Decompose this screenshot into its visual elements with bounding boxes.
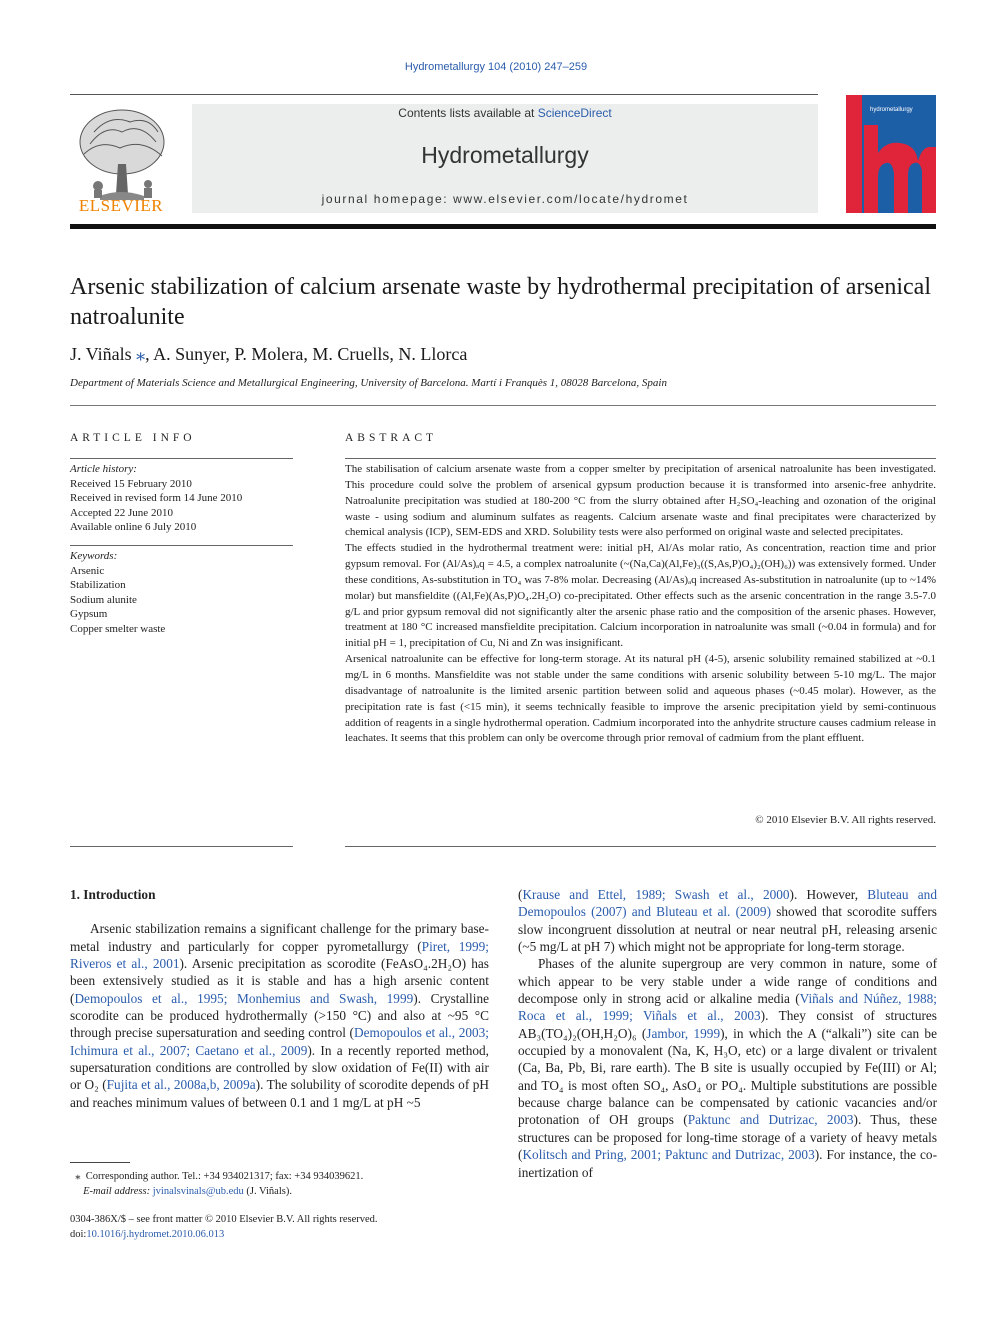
abstract-body (345, 462, 936, 747)
keyword: Arsenic (70, 564, 105, 577)
citation-link[interactable]: Paktunc and Dutrizac, 2003 (687, 1112, 854, 1128)
abstract-rule (345, 458, 936, 459)
doi-label: doi: (70, 1228, 87, 1240)
affiliation-rule (70, 405, 936, 406)
paragraph-text: ). Arsenic precipitation as scorodite (FeAsO₄.2H₂O) has been extensively studied as it is stable and has a high arsenic content ( (70, 956, 489, 1006)
paragraph-text: ). In a recently reported method, supersaturation conditions are controlled by slow oxidation of Fe(II) with air or O₂ ( (70, 1042, 489, 1093)
abstract-bottom-rule (345, 846, 936, 847)
abstract-paragraph: The stabilisation of calcium arsenate waste from a copper smelter by precipitation of arsenical natroalunite has been investigated. This procedure could solve the problem of arsenical gypsum production because it is transformed into arsenic-free anhydrite. Natroalunite precipitation was studied at 180-200 °C from the slurry obtained after H₂SO₄-leaching and ozonation of the original waste - using sodium and aluminum sulfates as reagents. Calcium arsenate waste and final precipitates were characterized by chemical analysis (ICP), SEM-EDS and XRD. Solubility tests were also performed on original waste and selected precipitates. (345, 463, 936, 539)
paragraph-text: Arsenic stabilization remains a significant challenge for the primary base-metal industry and particularly for copper pyrometallurgy ( (70, 921, 489, 954)
history-item: Available online 6 July 2010 (70, 521, 197, 533)
citation-link[interactable]: Demopoulos et al., 1995; Monhemius and Swash, 1999 (74, 990, 414, 1006)
journal-cover-thumbnail[interactable] (846, 95, 936, 213)
paragraph-text: ). For instance, the co-inertization of (518, 1147, 937, 1180)
citation-link[interactable]: Bluteau and Demopoulos (2007) and Bluteau et al. (2009) (518, 887, 937, 920)
intro-paragraph (518, 955, 937, 1180)
email-suffix: (J. Viñals). (243, 1185, 292, 1197)
corresponding-author-mark[interactable]: ⁎ (136, 344, 146, 364)
intro-paragraph (70, 920, 489, 1111)
author-list (70, 344, 936, 365)
citation-link[interactable]: Viñals and Núñez, 1988; Roca et al., 1999; Viñals et al., 2003 (518, 991, 937, 1024)
history-item: Received in revised form 14 June 2010 (70, 492, 243, 504)
homepage-prefix: journal homepage: (321, 192, 454, 206)
paragraph-text: ). The solubility of scorodite depends of pH and reaches minimum values of between 0.1 and 1 mg/L at pH ~5 (70, 1077, 489, 1110)
paragraph-text: Phases of the alunite supergroup are very common in nature, some of which appear to be very stable under a wide range of conditions and decompose only in strong acid or alkaline media ( (518, 956, 937, 1007)
article-info-bottom-rule (70, 846, 293, 847)
keyword: Gypsum (70, 608, 108, 620)
intro-paragraph (518, 886, 937, 955)
contents-prefix: Contents lists available at (398, 106, 538, 120)
keyword: Stabilization (70, 579, 126, 591)
body-right-column (518, 886, 937, 1181)
email-label: E-mail address: (83, 1185, 151, 1197)
header-top-rule (70, 94, 818, 95)
sciencedirect-link[interactable]: ScienceDirect (537, 106, 612, 120)
affiliation: Department of Materials Science and Metallurgical Engineering, University of Barcelona. Martí i Franquès 1, 08028 Barcelona, Spain (70, 377, 667, 389)
keywords-block (70, 549, 293, 636)
article-history (70, 462, 293, 535)
keyword: Sodium alunite (70, 593, 137, 606)
keyword: Copper smelter waste (70, 622, 166, 635)
paragraph-text: ). Thus, these structures can be proposed for long-time storage of a variety of heavy metals ( (518, 1112, 937, 1163)
contents-availability (192, 106, 818, 120)
abstract-paragraph: Arsenical natroalunite can be effective for long-term storage. At its natural pH (4-5), arsenic solubility remained stabilized at ~0.1 mg/L in 6 months. Mansfieldite was not stable under the same conditions with arsenic solubility between 5-10 mg/L. The major disadvantage of natroalunite is the limited arsenic partition between solid and aqueous phases (~0.45 molar). However, as the precipitation rate is fast (<15 min), it seems technically feasible to improve the arsenic precipitation yield by semi-continuous addition of reagents in a single hydrothermal operation. Cadmium incorporated into the anhydrite structure causes cadmium release in leachates. It seems that this problem can only be overcome through prior removal of cadmium from the plant effluent. (345, 653, 936, 745)
corresponding-footnote (70, 1170, 489, 1199)
journal-citation[interactable]: Hydrometallurgy 104 (2010) 247–259 (404, 61, 588, 73)
paragraph-text: showed that scorodite suffers slow incongruent dissolution at neutral or near neutral pH, releasing arsenic (~5 mg/L at pH 7) which might not be appropriate for long-term storage. (518, 904, 937, 955)
header-heavy-rule (70, 224, 936, 229)
article-title: Arsenic stabilization of calcium arsenate waste by hydrothermal precipitation of arsenical natroalunite (70, 274, 931, 330)
doi-line (70, 1228, 489, 1243)
keywords-rule (70, 545, 293, 546)
journal-title: Hydrometallurgy (421, 142, 589, 168)
citation-link[interactable]: Kolitsch and Pring, 2001; Paktunc and Dutrizac, 2003 (522, 1147, 815, 1163)
paragraph-text: ). Crystalline scorodite can be produced hydrothermally (>150 °C) and also at ~95 °C through precise supersaturation and seeding control ( (70, 990, 489, 1041)
homepage-url[interactable]: www.elsevier.com/locate/hydromet (453, 192, 689, 206)
intro-heading: 1. Introduction (70, 887, 156, 902)
citation-link[interactable]: Fujita et al., 2008a,b, 2009a (106, 1077, 256, 1093)
corresponding-contact: Corresponding author. Tel.: +34 934021317; fax: +34 934039621. (85, 1171, 364, 1182)
cover-title: hydrometallurgy (870, 107, 913, 113)
abstract-copyright: © 2010 Elsevier B.V. All rights reserved. (755, 814, 936, 826)
footnote-line (70, 1170, 489, 1185)
history-label: Article history: (70, 463, 137, 475)
front-matter (70, 1213, 489, 1242)
issn-line: 0304-386X/$ – see front matter © 2010 Elsevier B.V. All rights reserved. (70, 1214, 378, 1225)
citation-link[interactable]: Krause and Ettel, 1989; Swash et al., 2000 (522, 887, 790, 902)
paragraph-text: ( (518, 887, 523, 902)
keywords-label: Keywords: (70, 550, 118, 562)
email-link[interactable]: jvinalsvinals@ub.edu (152, 1185, 244, 1197)
first-author[interactable]: J. Viñals (70, 344, 132, 364)
article-info-rule (70, 458, 293, 459)
paragraph-text: ). They consist of structures AB₃(TO₄)₂(OH,H₂O)₆ ( (518, 1008, 937, 1041)
body-left-column (70, 886, 489, 1111)
citation-link[interactable]: Piret, 1999; Riveros et al., 2001 (70, 938, 489, 972)
footnote-rule (70, 1162, 130, 1163)
citation-link[interactable]: Demopoulos et al., 2003; Ichimura et al., 2007; Caetano et al., 2009 (70, 1025, 490, 1058)
journal-masthead (192, 104, 818, 213)
footnote-mark: ⁎ (75, 1171, 81, 1182)
history-item: Accepted 22 June 2010 (70, 506, 173, 519)
article-info-heading: ARTICLE INFO (70, 432, 196, 444)
footnote-email-line (70, 1185, 489, 1200)
citation-link[interactable]: Jambor, 1999 (646, 1025, 721, 1041)
history-item: Received 15 February 2010 (70, 477, 192, 490)
paragraph-text: ), in which the A (“alkali”) site can be occupied by a monovalent (Na, K, H₃O, etc) or a large divalent or trivalent (Ca, Ba, Pb, Bi, rare earth). The B site is usually occupied by Fe(III) or Al; and TO₄ is most often SO₄, AsO₄ or PO₄. Multiple substitutions are possible because charge balance can be compensated by cationic vacancies and/or protonation of OH groups ( (518, 1025, 937, 1128)
journal-homepage (192, 192, 818, 206)
elsevier-wordmark: ELSEVIER (78, 196, 164, 215)
paragraph-text: ). However, (789, 887, 868, 902)
doi-link[interactable]: 10.1016/j.hydromet.2010.06.013 (86, 1228, 225, 1240)
other-authors: , A. Sunyer, P. Molera, M. Cruells, N. Llorca (145, 344, 468, 364)
abstract-paragraph: The effects studied in the hydrothermal treatment were: initial pH, Al/As molar ratio, As concentration, reaction time and prior gypsum removal. For (Al/As)ₐq = 4.5, a complex natroalunite (~(Na,Ca)(Al,Fe)₃((S,As,P)O₄)₂(OH)₆)) was extensively formed. Under these conditions, As-substitution in TO₄ was 7-8% molar. Decreasing (Al/As)ₐq increased As-substitution in natroalunite (up to ~14% molar) but mansfieldite ((Al,Fe)(As,P)O₄.2H₂O) co-precipitated. Other effects such as the arsenic concentration in the range 3.5-7.0 g/L and prior gypsum removal did not significantly alter the arsenic phase ratio and the composition of the arsenic phases. However, treatment at 180 °C increased mansfieldite precipitation. Calcium incorporation in natroalunite was small (~0.04 in formula) and for initial pH = 1, precipitation of Cu, Ni and Zn was insignificant. (345, 542, 936, 650)
abstract-heading: ABSTRACT (345, 432, 438, 444)
